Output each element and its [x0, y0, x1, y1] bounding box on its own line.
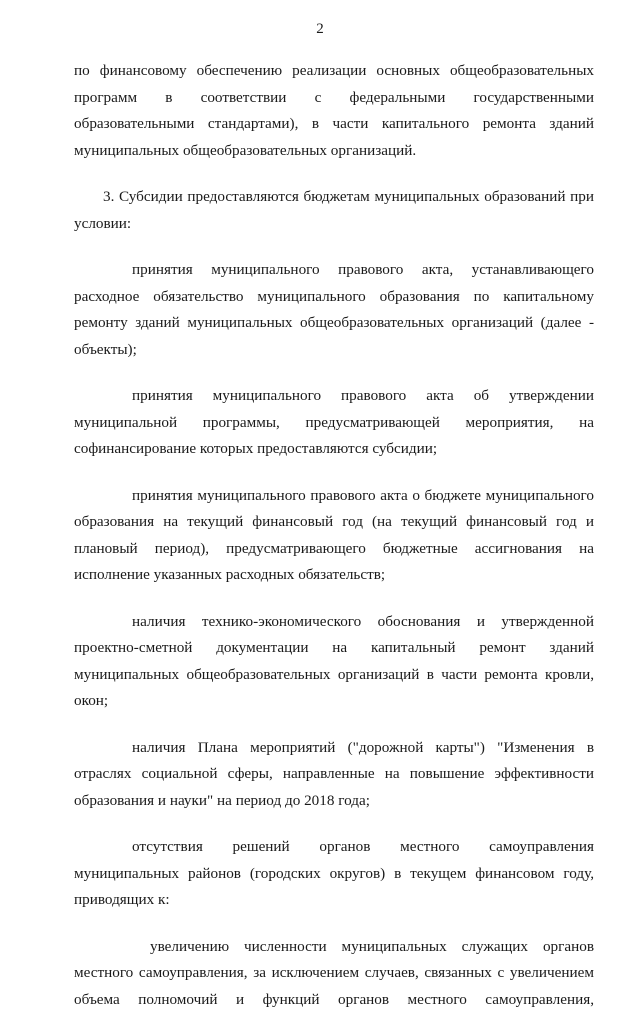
paragraph-spacer	[74, 914, 594, 934]
paragraph-subsidy-conditions: 3. Субсидии предоставляются бюджетам муниципальных образований при условии:	[74, 184, 594, 237]
paragraph-spacer	[74, 237, 594, 257]
paragraph-condition-expenditure-act: принятия муниципального правового акта, устанавливающего расходное обязательство муниципального образования по капитальному ремонту зданий муниципальных общеобразовательных организаций (далее - объекты);	[74, 257, 594, 363]
document-body	[74, 58, 594, 1013]
paragraph-condition-feasibility-study: наличия технико-экономического обоснования и утвержденной проектно-сметной документации на капитальный ремонт зданий муниципальных общеобразовательных организаций в части ремонта кровли, окон;	[74, 609, 594, 715]
paragraph-condition-budget-act: принятия муниципального правового акта о бюджете муниципального образования на текущий финансовый год (на текущий финансовый год и плановый период), предусматривающего бюджетные ассигнования на исполнение указанных расходных обязательств;	[74, 483, 594, 589]
paragraph-spacer	[74, 463, 594, 483]
paragraph-condition-program-act: принятия муниципального правового акта об утверждении муниципальной программы, предусматривающей мероприятия, на софинансирование которых предоставляются субсидии;	[74, 383, 594, 463]
page-number: 2	[0, 21, 640, 38]
paragraph-condition-roadmap: наличия Плана мероприятий ("дорожной карты") "Изменения в отраслях социальной сферы, направленные на повышение эффективности образования и науки" на период до 2018 года;	[74, 735, 594, 815]
paragraph-funding-continuation: по финансовому обеспечению реализации основных общеобразовательных программ в соответствии с федеральными государственными образовательными стандартами), в части капитального ремонта зданий муниципальных общеобразовательных организаций.	[74, 58, 594, 164]
paragraph-spacer	[74, 589, 594, 609]
paragraph-spacer	[74, 164, 594, 184]
paragraph-spacer	[74, 715, 594, 735]
paragraph-staff-increase: увеличению численности муниципальных служащих органов местного самоуправления, за исключением случаев, связанных с увеличением объема полномочий и функций органов местного самоуправления,	[74, 934, 594, 1013]
paragraph-spacer	[74, 814, 594, 834]
paragraph-spacer	[74, 363, 594, 383]
paragraph-condition-no-decisions: отсутствия решений органов местного самоуправления муниципальных районов (городских округов) в текущем финансовом году, приводящих к:	[74, 834, 594, 914]
